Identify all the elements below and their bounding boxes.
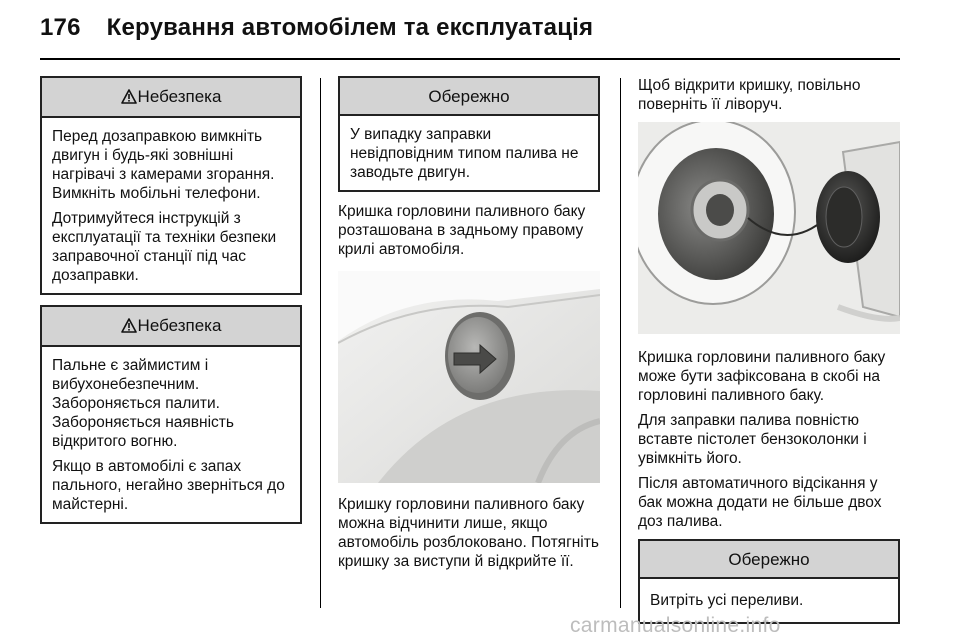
fuel-flap-image <box>338 271 600 483</box>
column-1 <box>40 76 302 524</box>
page-header <box>40 14 593 42</box>
column-divider <box>620 78 621 608</box>
caution-heading: Обережно <box>340 78 598 116</box>
warning-heading-text: Небезпека <box>137 87 222 106</box>
caution-box <box>338 76 600 192</box>
header-rule <box>40 58 900 60</box>
body-paragraph: Кришка горловини паливного баку може бути зафіксована в скобі на горловині паливного баку. <box>638 349 886 404</box>
warning-heading-text: Небезпека <box>137 316 222 335</box>
warning-paragraph: Перед дозаправкою вимкніть двигун і будь-які зовнішні нагрівачі з камерами згорання. Вимкніть мобільні телефони. <box>52 128 275 202</box>
warning-paragraph: Пальне є займистим і вибухонебезпечним. Забороняється палити. Забороняється наявність відкритого вогню. <box>52 357 234 450</box>
warning-paragraph: Дотримуйтеся інструкцій з експлуатації та техніки безпеки заправочної станції під час дозаправки. <box>52 210 277 284</box>
body-paragraph: Для заправки палива повністю вставте пістолет бензоколонки і увімкніть його. <box>638 412 867 467</box>
caution-text: У випадку заправки невідповідним типом палива не заводьте двигун. <box>350 126 579 181</box>
watermark-credit: carmanualsonline.info <box>570 614 781 637</box>
body-paragraph: Щоб відкрити кришку, повільно поверніть її ліворуч. <box>638 77 861 113</box>
fuel-cap-photo <box>638 122 900 334</box>
page-title: Керування автомобілем та експлуатація <box>106 14 594 41</box>
fuel-flap-photo <box>338 271 600 483</box>
warning-heading <box>42 307 300 347</box>
column-divider <box>320 78 321 608</box>
warning-paragraph: Якщо в автомобілі є запах пального, негайно зверніться до майстерні. <box>52 458 285 513</box>
column-3 <box>638 76 900 624</box>
caution-box <box>638 539 900 624</box>
warning-body <box>42 118 300 293</box>
body-paragraph: Кришку горловини паливного баку можна відчинити лише, якщо автомобіль розблоковано. Потягніть кришку за виступи й відкрийте її. <box>338 496 599 570</box>
warning-box <box>40 305 302 524</box>
caution-heading: Обережно <box>640 541 898 579</box>
caution-text: Витріть усі переливи. <box>650 592 804 609</box>
page-number: 176 <box>40 14 81 41</box>
caution-body <box>340 116 598 190</box>
column-2 <box>338 76 600 577</box>
warning-body <box>42 347 300 522</box>
body-paragraph: Після автоматичного відсікання у бак можна додати не більше двох доз палива. <box>638 475 882 530</box>
warning-box <box>40 76 302 295</box>
warning-heading <box>42 78 300 118</box>
body-paragraph: Кришка горловини паливного баку розташована в задньому правому крилі автомобіля. <box>338 203 586 258</box>
warning-icon <box>121 89 137 108</box>
fuel-cap-image <box>638 122 900 334</box>
warning-icon <box>121 318 137 337</box>
